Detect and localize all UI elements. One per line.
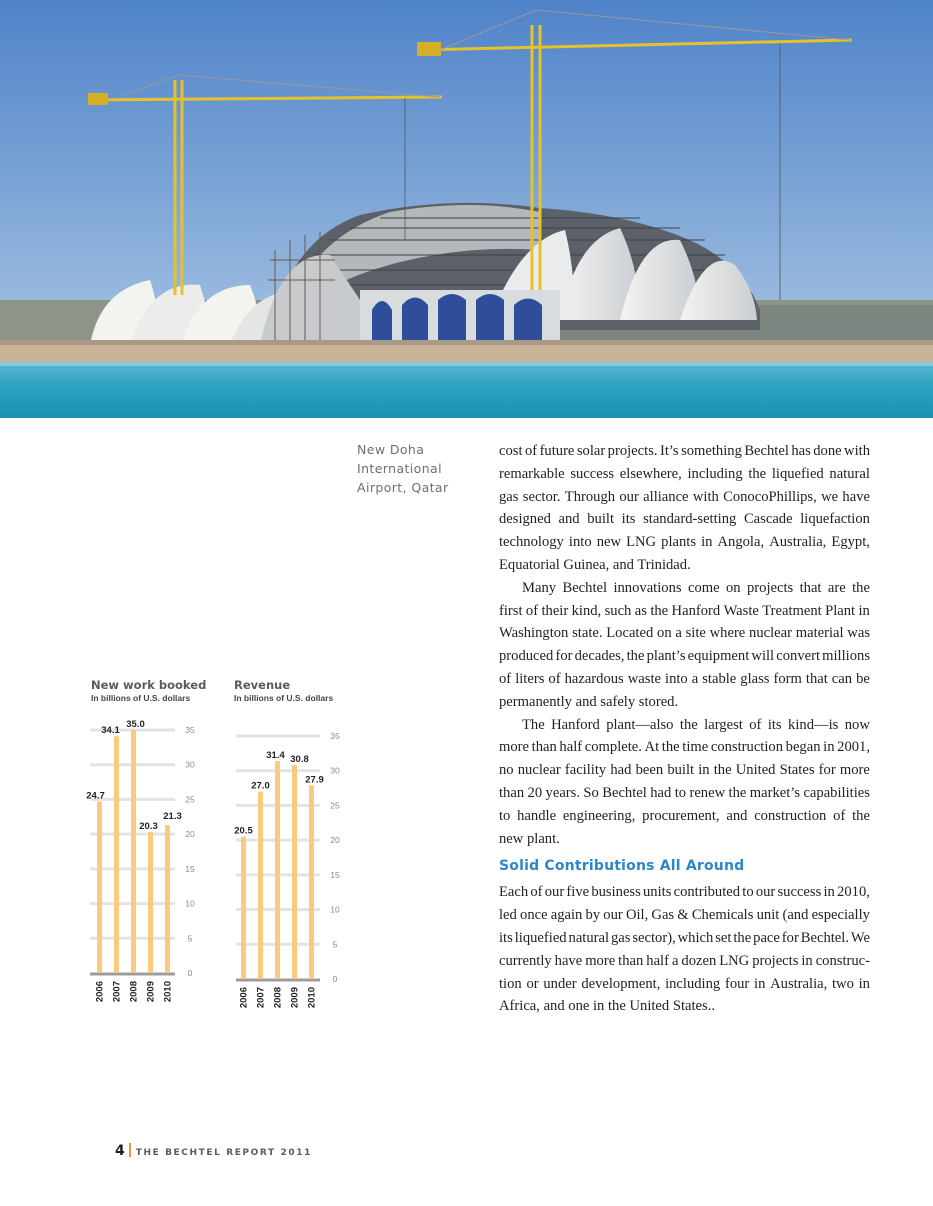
text-line: more than half complete. At the time construction began in 2001, bbox=[499, 739, 870, 756]
bar-2008 bbox=[131, 730, 136, 973]
text-line: Africa, and one in the United States.. bbox=[499, 998, 716, 1015]
section-heading: Solid Contributions All Around bbox=[499, 858, 745, 875]
text-line: tion or under development, including four in Australia, two in bbox=[499, 975, 870, 992]
y-tick-label: 30 bbox=[330, 765, 340, 776]
text-line: Washington state. Located on a site where nuclear material was bbox=[499, 625, 870, 642]
y-tick-label: 30 bbox=[185, 759, 195, 770]
page-footer bbox=[115, 1140, 312, 1159]
text-line: to handle engineering, procurement, and construction of the bbox=[499, 807, 870, 824]
x-tick-label: 2009 bbox=[289, 987, 301, 1009]
text-line: currently have more than half a dozen LNG projects in construc- bbox=[499, 952, 870, 969]
y-tick-label: 5 bbox=[187, 933, 193, 944]
text-line: first of their kind, such as the Hanford Waste Treatment Plant in bbox=[499, 602, 870, 619]
chart-title-new-work: New work booked bbox=[91, 678, 207, 692]
y-tick-label: 35 bbox=[185, 725, 195, 735]
bar-2006 bbox=[97, 802, 102, 973]
text-line: its liquefied natural gas sector), which set the pace for Bechtel. We bbox=[499, 929, 870, 946]
x-tick-label: 2007 bbox=[111, 981, 123, 1003]
text-line: technology into new LNG plants in Angola, Australia, Egypt, bbox=[499, 534, 870, 551]
y-tick-label: 0 bbox=[332, 974, 338, 984]
data-label: 20.3 bbox=[139, 821, 158, 833]
bar-2009 bbox=[148, 832, 153, 973]
text-line: gas sector. Through our alliance with ConocoPhillips, we have bbox=[499, 488, 870, 505]
y-tick-label: 5 bbox=[332, 939, 338, 950]
chart-subtitle-new-work: In billions of U.S. dollars bbox=[91, 693, 191, 703]
text-line: of liters of hazardous waste into a stable glass form that can be bbox=[499, 670, 870, 687]
data-label: 20.5 bbox=[234, 825, 253, 837]
x-tick-label: 2008 bbox=[128, 981, 140, 1003]
footer-divider bbox=[129, 1143, 131, 1157]
text-line: permanently and safely stored. bbox=[499, 693, 679, 710]
bar-2007 bbox=[114, 736, 119, 973]
text-line: Many Bechtel innovations come on projects that are the bbox=[522, 579, 870, 596]
x-tick-label: 2006 bbox=[94, 981, 106, 1003]
y-tick-label: 10 bbox=[185, 898, 195, 909]
text-line: than 20 years. So Bechtel had to renew the market’s capabilities bbox=[499, 784, 870, 801]
text-line: cost of future solar projects. It’s something Bechtel has done with bbox=[499, 443, 870, 459]
data-label: 27.0 bbox=[251, 780, 270, 792]
caption-line: New Doha bbox=[357, 442, 425, 457]
y-tick-label: 10 bbox=[330, 904, 340, 915]
chart-subtitle-revenue: In billions of U.S. dollars bbox=[234, 693, 334, 703]
data-label: 21.3 bbox=[163, 811, 182, 823]
x-tick-label: 2009 bbox=[145, 981, 157, 1003]
data-label: 30.8 bbox=[290, 754, 309, 766]
y-tick-label: 20 bbox=[185, 829, 195, 840]
text-line: designed and built its standard-setting Cascade liquefaction bbox=[499, 511, 870, 528]
data-label: 24.7 bbox=[86, 790, 105, 802]
y-tick-label: 15 bbox=[330, 869, 340, 880]
y-tick-label: 0 bbox=[187, 968, 193, 978]
data-label: 34.1 bbox=[101, 725, 120, 737]
page-number: 4 bbox=[115, 1143, 125, 1159]
report-title: THE BECHTEL REPORT 2011 bbox=[135, 1148, 312, 1158]
bar-2006 bbox=[241, 837, 246, 979]
x-tick-label: 2007 bbox=[255, 987, 267, 1009]
text-line: produced for decades, the plant’s equipment will convert millions bbox=[499, 648, 870, 665]
bar-2010 bbox=[165, 825, 170, 973]
caption-line: Airport, Qatar bbox=[357, 480, 449, 495]
text-line: new plant. bbox=[499, 830, 560, 847]
data-label: 35.0 bbox=[126, 719, 145, 730]
text-line: Each of our five business units contributed to our success in 2010, bbox=[499, 884, 870, 901]
y-tick-label: 35 bbox=[330, 731, 340, 741]
text-line: The Hanford plant—also the largest of its kind—is now bbox=[522, 716, 870, 733]
data-label: 27.9 bbox=[305, 774, 324, 786]
text-line: Equatorial Guinea, and Trinidad. bbox=[499, 556, 691, 573]
y-tick-label: 25 bbox=[185, 794, 195, 805]
text-line: led once again by our Oil, Gas & Chemicals unit (and especially bbox=[499, 907, 870, 924]
chart-title-revenue: Revenue bbox=[234, 678, 291, 692]
data-label: 31.4 bbox=[266, 749, 285, 761]
bar-2008 bbox=[275, 761, 280, 979]
text-line: no nuclear facility had been built in the United States for more bbox=[499, 762, 870, 779]
x-tick-label: 2010 bbox=[162, 981, 174, 1003]
x-tick-label: 2008 bbox=[272, 987, 284, 1009]
x-tick-label: 2006 bbox=[238, 987, 250, 1009]
y-tick-label: 25 bbox=[330, 800, 340, 811]
bar-2010 bbox=[309, 785, 314, 979]
text-line: remarkable success elsewhere, including the liquefied natural bbox=[499, 465, 870, 482]
y-tick-label: 15 bbox=[185, 863, 195, 874]
bar-2007 bbox=[258, 792, 263, 979]
bar-2009 bbox=[292, 765, 297, 979]
caption-line: International bbox=[357, 461, 442, 476]
x-tick-label: 2010 bbox=[306, 987, 318, 1009]
y-tick-label: 20 bbox=[330, 835, 340, 846]
